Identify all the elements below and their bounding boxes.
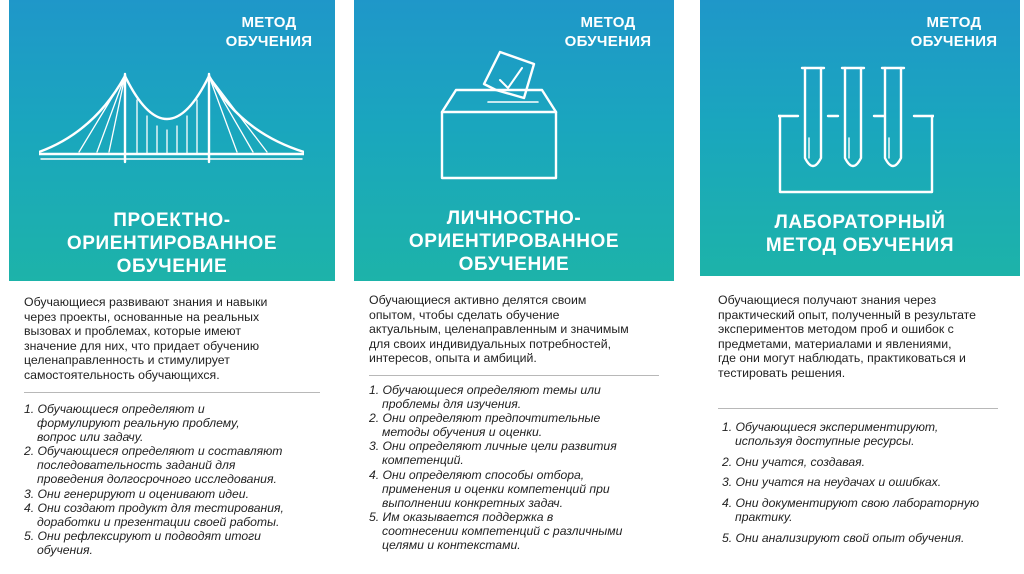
card-tag [554, 13, 662, 51]
step-item [24, 487, 329, 501]
step-line: 2. Они определяют предпочтительные [369, 411, 601, 426]
card-tag-line: МЕТОД [926, 14, 982, 31]
step-line: 1. Обучающиеся определяют и [24, 402, 205, 416]
step-line: обучения. [37, 542, 93, 557]
card-title [9, 209, 335, 278]
step-line: 5. Они рефлексируют и подводят итоги [24, 528, 261, 543]
description-line: для своих индивидуальных потребностей, [369, 336, 611, 351]
card-title-line: ОБУЧЕНИЕ [458, 254, 570, 275]
step-item [722, 420, 1017, 448]
card-tag-line: ОБУЧЕНИЯ [564, 33, 652, 50]
card-divider [24, 392, 320, 393]
card-divider [369, 375, 659, 376]
step-line: 5. Они анализируют свой опыт обучения. [722, 530, 965, 545]
card-title-line: ЛИЧНОСТНО- [446, 208, 582, 229]
step-line: формулируют реальную проблему, [37, 416, 240, 431]
card-tag-line: ОБУЧЕНИЯ [910, 33, 998, 50]
description-line: интересов, опыта и амбиций. [369, 351, 537, 366]
description-line: Обучающиеся активно делятся своим [369, 293, 587, 307]
card-title-line: ПРОЕКТНО- [113, 210, 231, 231]
step-item [369, 411, 669, 439]
card-title-line: ОРИЕНТИРОВАННОЕ [66, 233, 278, 254]
step-item [24, 529, 329, 557]
step-line: 4. Они создают продукт для тестирования, [24, 500, 284, 515]
step-line: методы обучения и оценки. [382, 425, 543, 440]
card-divider [718, 408, 998, 409]
step-item [722, 455, 1017, 469]
step-line: 4. Они документируют свою лабораторную [722, 496, 980, 511]
card-description [24, 295, 324, 383]
description-line: Обучающиеся развивают знания и навыки [24, 295, 268, 309]
step-line: целями и контекстами. [382, 538, 521, 553]
description-line: экспериментов методом проб и ошибок с [718, 322, 954, 337]
method-card-personal [354, 0, 674, 574]
step-line: 2. Они учатся, создавая. [722, 454, 866, 469]
step-line: 1. Обучающиеся экспериментируют, [722, 420, 939, 434]
step-line: соотнесении компетенций с различными [382, 523, 623, 538]
step-line: вопрос или задачу. [37, 430, 144, 445]
description-line: тестировать решения. [718, 365, 846, 380]
description-line: через проекты, основанные на реальных [24, 309, 260, 324]
description-line: опытом, чтобы сделать обучение [369, 307, 560, 322]
card-description [369, 293, 669, 366]
steps-list [722, 420, 1017, 552]
step-item [369, 510, 669, 552]
description-line: актуальным, целенаправленным и значимым [369, 322, 629, 337]
method-card-lab [700, 0, 1020, 574]
step-line: 3. Они определяют личные цели развития [369, 439, 617, 454]
card-tag-line: ОБУЧЕНИЯ [225, 33, 313, 50]
step-line: проведения долгосрочного исследования. [37, 472, 277, 487]
step-line: применения и оценки компетенций при [382, 481, 610, 496]
step-line: 3. Они генерируют и оценивают идеи. [24, 486, 249, 501]
step-line: используя доступные ресурсы. [735, 434, 915, 449]
description-line: практический опыт, полученный в результате [718, 307, 976, 322]
step-line: проблемы для изучения. [382, 397, 522, 412]
steps-list [369, 383, 669, 552]
step-item [369, 468, 669, 510]
card-tag [215, 13, 323, 51]
step-line: 3. Они учатся на неудачах и ошибках. [722, 475, 942, 490]
description-line: Обучающиеся получают знания через [718, 293, 937, 307]
description-line: предметами, материалами и явлениями, [718, 336, 952, 351]
card-tag-line: МЕТОД [241, 14, 297, 31]
card-title [700, 211, 1020, 257]
card-title-line: МЕТОД ОБУЧЕНИЯ [765, 235, 955, 256]
step-line: доработки и презентации своей работы. [37, 514, 280, 529]
card-title-line: ОРИЕНТИРОВАННОЕ [408, 231, 620, 252]
description-line: где они могут наблюдать, практиковаться и [718, 351, 966, 366]
step-line: 5. Им оказывается поддержка в [369, 509, 554, 524]
card-title [354, 207, 674, 276]
step-line: последовательность заданий для [37, 458, 236, 473]
description-line: целенаправленность и стимулирует [24, 353, 230, 368]
description-line: вызовах и проблемах, которые имеют [24, 324, 242, 339]
ballot-box-icon [438, 46, 560, 186]
step-item [24, 444, 329, 486]
test-tubes-icon [778, 66, 934, 198]
step-item [722, 531, 1017, 545]
step-item [24, 402, 329, 444]
method-card-project [9, 0, 335, 574]
step-line: компетенций. [382, 453, 464, 468]
card-title-line: ЛАБОРАТОРНЫЙ [774, 212, 946, 233]
step-line: выполнении конкретных задач. [382, 495, 563, 510]
description-line: самостоятельность обучающихся. [24, 367, 220, 382]
step-line: 2. Обучающиеся определяют и составляют [24, 444, 283, 459]
step-line: 4. Они определяют способы отбора, [369, 467, 585, 482]
card-description [718, 293, 1018, 381]
card-tag [900, 13, 1008, 51]
card-title-line: ОБУЧЕНИЕ [116, 256, 228, 277]
step-item [722, 496, 1017, 524]
bridge-icon [39, 70, 304, 165]
step-line: практику. [735, 510, 793, 525]
step-item [369, 383, 669, 411]
description-line: значение для них, что придает обучению [24, 338, 260, 353]
step-item [722, 475, 1017, 489]
step-line: 1. Обучающиеся определяют темы или [369, 383, 601, 397]
steps-list [24, 402, 329, 557]
step-item [369, 439, 669, 467]
step-item [24, 501, 329, 529]
card-tag-line: МЕТОД [580, 14, 636, 31]
